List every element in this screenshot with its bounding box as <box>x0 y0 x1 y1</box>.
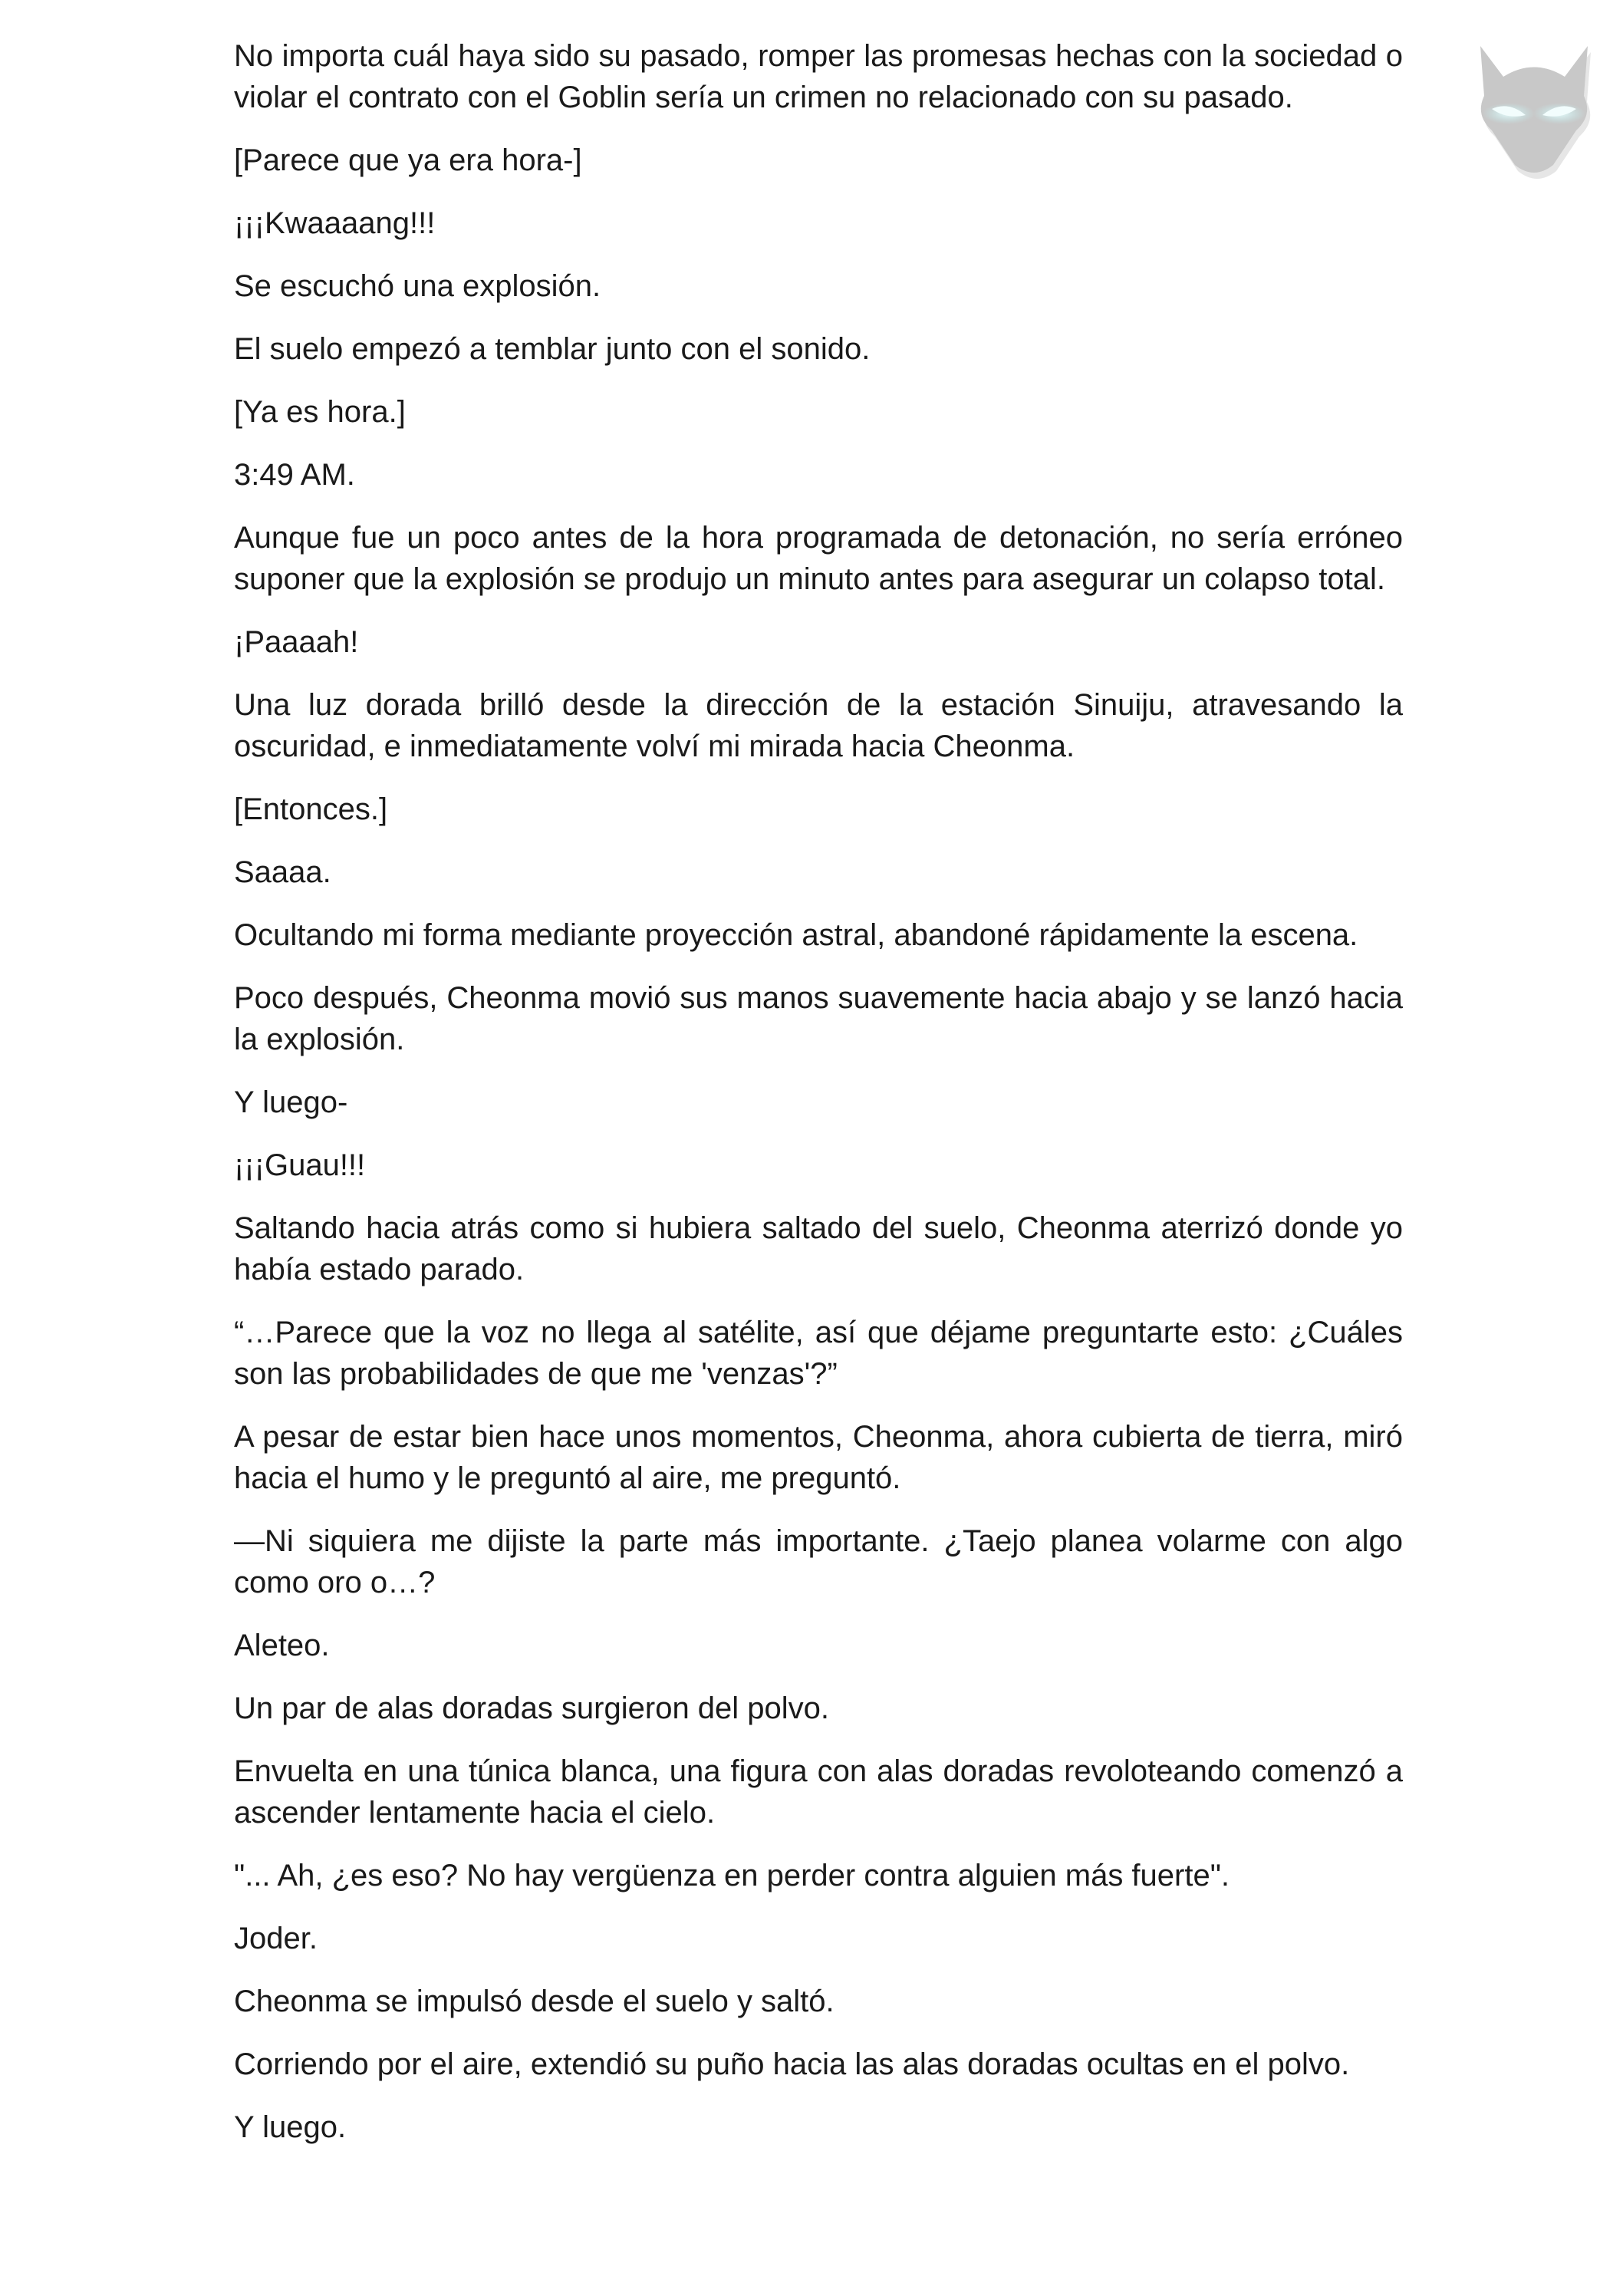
paragraph: No importa cuál haya sido su pasado, romper las promesas hechas con la sociedad o violar el contrato con el Goblin sería un crimen no relacionado con su pasado. <box>234 39 1403 114</box>
paragraph: [Parece que ya era hora-] <box>234 143 582 177</box>
paragraph: [Ya es hora.] <box>234 395 406 429</box>
paragraph: Cheonma se impulsó desde el suelo y saltó. <box>234 1985 835 2018</box>
paragraph: Joder. <box>234 1922 318 1955</box>
paragraph: Aleteo. <box>234 1629 330 1662</box>
paragraph: Saaaa. <box>234 855 331 889</box>
paragraph: Se escuchó una explosión. <box>234 269 601 303</box>
paragraph: Ocultando mi forma mediante proyección astral, abandoné rápidamente la escena. <box>234 918 1358 952</box>
paragraph: Saltando hacia atrás como si hubiera saltado del suelo, Cheonma aterrizó donde yo había estado parado. <box>234 1211 1403 1286</box>
paragraph: A pesar de estar bien hace unos momentos, Cheonma, ahora cubierta de tierra, miró hacia el humo y le preguntó al aire, me preguntó. <box>234 1420 1403 1495</box>
paragraph: Y luego- <box>234 1085 348 1119</box>
paragraph: "... Ah, ¿es eso? No hay vergüenza en perder contra alguien más fuerte". <box>234 1859 1230 1892</box>
paragraph: El suelo empezó a temblar junto con el sonido. <box>234 332 871 366</box>
paragraph: Envuelta en una túnica blanca, una figura con alas doradas revoloteando comenzó a ascender lentamente hacia el cielo. <box>234 1754 1403 1830</box>
paragraph: [Entonces.] <box>234 792 388 826</box>
paragraph: “…Parece que la voz no llega al satélite, así que déjame preguntarte esto: ¿Cuáles son las probabilidades de que me 'venzas'?” <box>234 1316 1403 1391</box>
paragraph: 3:49 AM. <box>234 458 355 492</box>
paragraph: Corriendo por el aire, extendió su puño hacia las alas doradas ocultas en el polvo. <box>234 2047 1350 2081</box>
paragraph: Un par de alas doradas surgieron del polvo. <box>234 1692 830 1725</box>
paragraph: Y luego. <box>234 2110 347 2144</box>
paragraph: Poco después, Cheonma movió sus manos suavemente hacia abajo y se lanzó hacia la explosión. <box>234 981 1403 1056</box>
paragraph: Aunque fue un poco antes de la hora programada de detonación, no sería erróneo suponer que la explosión se produjo un minuto antes para asegurar un colapso total. <box>234 521 1403 596</box>
demon-mask-logo-icon <box>1461 15 1607 188</box>
paragraph: Una luz dorada brilló desde la dirección de la estación Sinuiju, atravesando la oscuridad, e inmediatamente volví mi mirada hacia Cheonma. <box>234 688 1403 763</box>
paragraph: ¡Paaaah! <box>234 625 359 659</box>
paragraph: ¡¡¡Kwaaaang!!! <box>234 206 436 240</box>
paragraph: —Ni siquiera me dijiste la parte más importante. ¿Taejo planea volarme con algo como oro o…? <box>234 1524 1403 1599</box>
paragraph: ¡¡¡Guau!!! <box>234 1148 366 1182</box>
document-page <box>234 35 1403 2148</box>
